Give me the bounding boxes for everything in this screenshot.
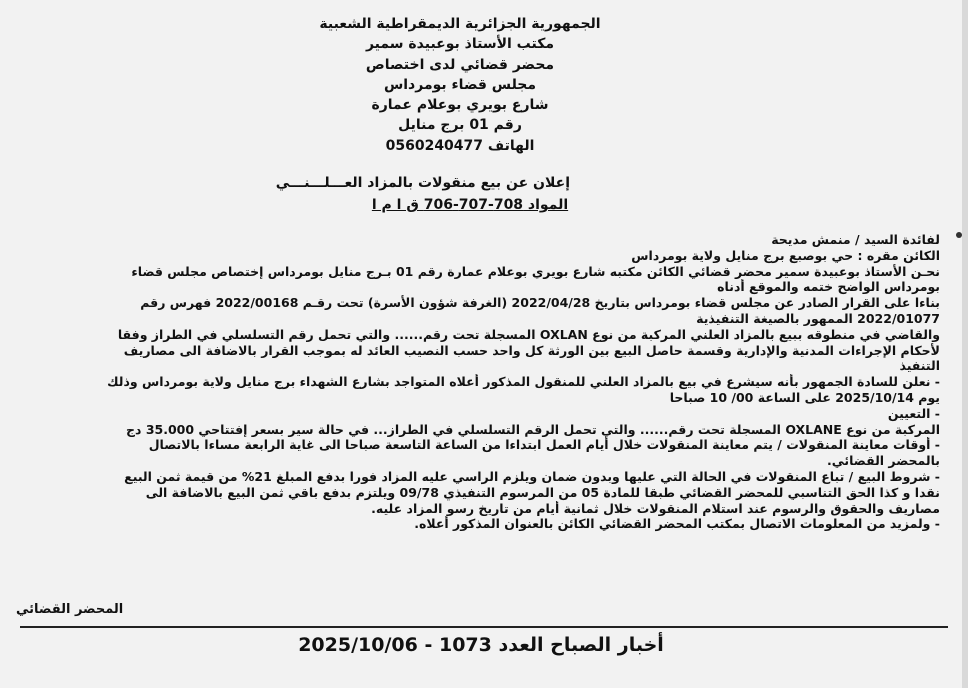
- body-line: لفائدة السيد / منمش مديحة: [771, 232, 940, 247]
- header-line: رقم 01 برج منايل: [398, 117, 522, 134]
- header-line: الهاتف 0560240477: [385, 137, 535, 154]
- bailiff-signature: المحضر القضائي: [16, 602, 124, 617]
- body-line: نحـن الأستاذ بوعبيدة سمير محضر قضائي الكائن مكتبه شارع بويري بوعلام عمارة رقم 01 بـرج منايل بومرداس إختصاص مجلس قضاء: [131, 263, 940, 279]
- body-line: بالمحضر القضائي.: [827, 453, 940, 469]
- body-line: المركبة من نوع OXLANE المسجلة تحت رقم...... والتي تحمل الرقم التسلسلي في الطراز... في حالة سير بسعر إفتتاحي 35.000 دج: [126, 421, 940, 437]
- body-line: بناءا على القرار الصادر عن مجلس قضاء بومرداس بتاريخ 2022/04/28 (الغرفة شؤون الأسرة) تحت رقـم 2022/00168 فهرس رقم: [140, 295, 940, 311]
- header-line: مكتب الأستاذ بوعبيدة سمير: [365, 36, 555, 53]
- body-line: لأحكام الإجراءات المدنية والإدارية وقسمة حاصل البيع بين الورثة كل واحد حسب النصيب العائد له بموجب القرار بالاضافة الى مصاريف: [123, 342, 940, 358]
- body-line: نقدا و كذا الحق التناسبي للمحضر القضائي طبقا للمادة 05 من المرسوم التنفيذي 09/78 ويلتزم بدفع باقي ثمن البيع بالاضافة الى: [145, 484, 940, 500]
- body-line: - نعلن للسادة الجمهور بأنه سيشرع في بيع بالمزاد العلني للمنقول المذكور أعلاه المتواجد بشارع الشهداء برج منايل ولاية بومرداس وذلك: [107, 374, 940, 390]
- body-line: والقاضي في منطوقه ببيع بالمزاد العلني المركبة من نوع OXLAN المسجلة تحت رقم...... والتي تحمل رقم التسلسلي في الطراز وفقا: [117, 326, 940, 342]
- body-line: التنفيذ: [899, 358, 940, 374]
- margin-dot: [956, 232, 962, 238]
- body-line: يوم 2025/10/14 على الساعة 00/ 10 صباحا: [669, 389, 940, 405]
- body-line: 2022/01077 الممهور بالصيغة التنفيذية: [696, 310, 940, 326]
- body-line: - شروط البيع / تباع المنقولات في الحالة التي عليها وبدون ضمان ويلزم الراسي عليه المزاد فورا بدفع المبلغ 21% من قيمة ثمن البيع: [124, 468, 940, 484]
- footer-divider: [20, 626, 948, 628]
- body-line: - التعيين: [887, 405, 940, 421]
- body-line: بومرداس الواضح ختمه والموقع أدناه: [717, 279, 940, 295]
- title-main: إعلان عن بيع منقولات بالمزاد العـــلـــنـــي: [275, 175, 570, 191]
- bailiff-header: [310, 14, 610, 156]
- newspaper-footer: أخبار الصباح العدد 1073 - 2025/10/06: [298, 634, 664, 656]
- body-line: - ولمزيد من المعلومات الاتصال بمكتب المحضر القضائي الكائن بالعنوان المذكور أعلاه.: [414, 516, 940, 532]
- header-line: مجلس قضاء بومرداس: [383, 76, 537, 93]
- body-line: مصاريف والحقوق والرسوم عند استلام المنقولات خلال ثمانية أيام من تاريخ رسو المزاد عليه.: [371, 500, 940, 516]
- header-line: محضر قضائي لدى اختصاص: [365, 56, 555, 73]
- title-articles: المواد 708-707-706 ق ا م ا: [371, 197, 569, 213]
- body-line: الكائن مقره : حي بوصبع برج منايل ولاية بومرداس: [631, 247, 940, 263]
- header-line: شارع بويري بوعلام عمارة: [371, 97, 549, 114]
- header-line: الجمهورية الجزائرية الديمقراطية الشعبية: [319, 16, 601, 32]
- body-line: - أوقات معاينة المنقولات / يتم معاينة المنقولات خلال أيام العمل ابتداءا من الساعة التاسعة صباحا الى غاية الرابعة مساءا بالاتصال: [148, 437, 940, 453]
- announcement-title: [275, 172, 570, 216]
- announcement-body: [28, 232, 940, 532]
